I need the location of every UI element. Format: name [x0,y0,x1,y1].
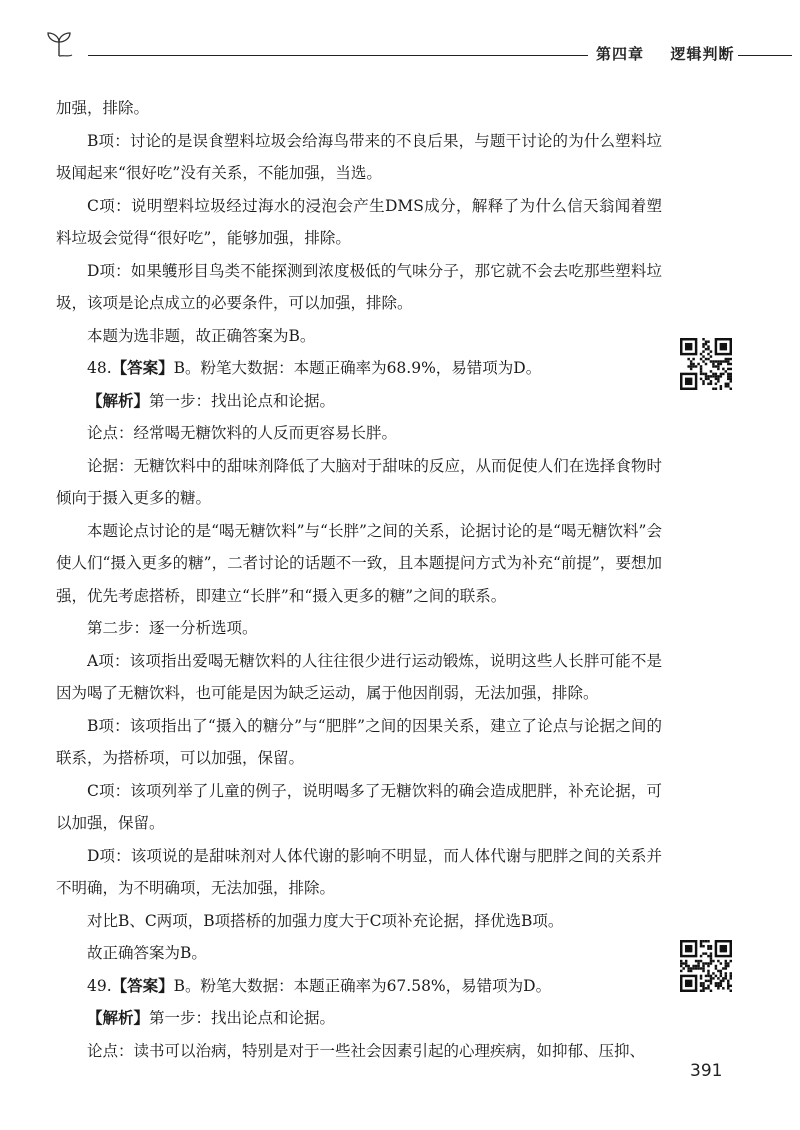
question-number: 48. [87,359,112,377]
paragraph: D项：该项说的是甜味剂对人体代谢的影响不明显，而人体代谢与肥胖之间的关系并不明确，为不明确项，无法加强，排除。 [56,846,662,897]
chapter-heading [596,43,735,64]
paragraph: C项：该项列举了儿童的例子，说明喝多了无糖饮料的确会造成肥胖，补充论据，可以加强，保留。 [56,781,662,832]
answer-49: 49.【答案】B。粉笔大数据：本题正确率为67.58%，易错项为D。 [87,975,552,995]
page-number: 391 [690,1061,723,1081]
paragraph: B项：讨论的是误食塑料垃圾会给海鸟带来的不良后果，与题干讨论的为什么塑料垃圾闻起来“很好吃”没有关系，不能加强，当选。 [56,131,662,182]
paragraph: C项：说明塑料垃圾经过海水的浸泡会产生DMS成分，解释了为什么信天翁闻着塑料垃圾会觉得“很好吃”，能够加强，排除。 [56,196,662,247]
paragraph: 论点：经常喝无糖饮料的人反而更容易长胖。 [87,424,398,442]
paragraph: 加强，排除。 [56,99,150,117]
section-title: 逻辑判断 [670,45,735,63]
paragraph: 对比B、C两项，B项搭桥的加强力度大于C项补充论据，择优选B项。 [87,911,564,930]
paragraph: B项：该项指出了“摄入的糖分”与“肥胖”之间的因果关系，建立了论点与论据之间的联系，为搭桥项，可以加强，保留。 [56,716,662,767]
analysis-49: 【解析】第一步：找出论点和论据。 [87,1008,336,1027]
paragraph: 第二步：逐一分析选项。 [87,619,258,637]
paragraph: A项：该项指出爱喝无糖饮料的人往往很少进行运动锻炼，说明这些人长胖可能不是因为喝了无糖饮料，也可能是因为缺乏运动，属于他因削弱，无法加强，排除。 [56,651,662,702]
paragraph: D项：如果鹱形目鸟类不能探测到浓度极低的气味分子，那它就不会去吃那些塑料垃圾，该项是论点成立的必要条件，可以加强，排除。 [56,261,662,312]
header-rule-right [738,55,792,56]
chapter-number: 第四章 [596,45,645,63]
analysis-48: 【解析】第一步：找出论点和论据。 [87,390,336,410]
paragraph: 论据：无糖饮料中的甜味剂降低了大脑对于甜味的反应，从而促使人们在选择食物时倾向于摄入更多的糖。 [56,456,662,507]
paragraph: 本题为选非题，故正确答案为B。 [87,326,316,345]
page-body [56,92,662,1067]
answer-48: 48.【答案】B。粉笔大数据：本题正确率为68.9%，易错项为D。 [87,358,542,377]
analysis-tag: 【解析】 [87,390,150,410]
sprout-logo-icon [44,30,74,58]
qr-code-icon[interactable] [680,338,732,390]
paragraph: 论点：读书可以治病，特别是对于一些社会因素引起的心理疾病，如抑郁、压抑、 [87,1041,646,1060]
answer-tag: 【答案】 [111,358,174,377]
paragraph: 故正确答案为B。 [87,944,207,962]
question-number: 49. [87,976,112,995]
analysis-tag: 【解析】 [87,1008,150,1027]
answer-tag: 【答案】 [111,975,174,995]
header-rule-left [88,55,588,56]
paragraph: 本题论点讨论的是“喝无糖饮料”与“长胖”之间的关系，论据讨论的是“喝无糖饮料”会使人们“摄入更多的糖”，二者讨论的话题不一致，且本题提问方式为补充“前提”，要想加强，优先考虑搭桥，即建立“长胖”和“摄入更多的糖”之间的联系。 [56,521,662,605]
qr-code-icon[interactable] [680,940,732,992]
